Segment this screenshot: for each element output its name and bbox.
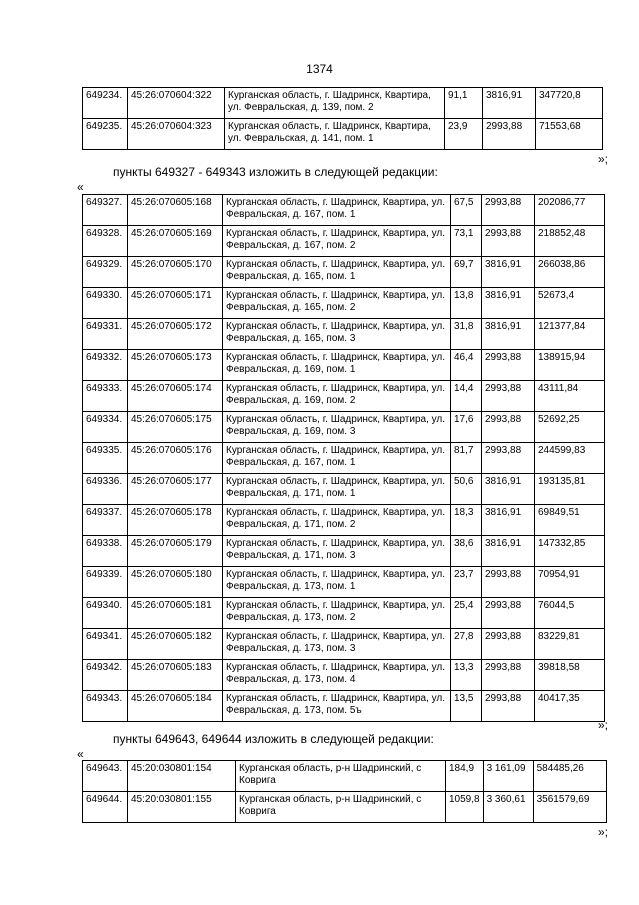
unit-price-cell: 3816,91 bbox=[482, 319, 535, 350]
registry-table-2 bbox=[82, 194, 605, 722]
total-value-cell: 76044,5 bbox=[535, 598, 605, 629]
amendment-paragraph-2: пункты 649643, 649644 изложить в следующей редакции: bbox=[113, 732, 434, 746]
address-cell: Курганская область, г. Шадринск, Квартира, ул. Февральская, д. 139, пом. 2 bbox=[225, 88, 445, 119]
table-row bbox=[83, 319, 605, 350]
row-number-cell: 649343. bbox=[83, 691, 128, 722]
total-value-cell: 584485,26 bbox=[533, 761, 606, 792]
row-number-cell: 649330. bbox=[83, 288, 128, 319]
cadastral-number-cell: 45:26:070605:170 bbox=[128, 257, 223, 288]
opening-quote-2: « bbox=[77, 747, 84, 761]
table-row bbox=[83, 598, 605, 629]
cadastral-number-cell: 45:26:070605:178 bbox=[128, 505, 223, 536]
row-number-cell: 649341. bbox=[83, 629, 128, 660]
row-number-cell: 649337. bbox=[83, 505, 128, 536]
cadastral-number-cell: 45:26:070605:182 bbox=[128, 629, 223, 660]
unit-price-cell: 3816,91 bbox=[482, 474, 535, 505]
unit-price-cell: 2993,88 bbox=[482, 381, 535, 412]
cadastral-number-cell: 45:26:070605:172 bbox=[128, 319, 223, 350]
row-number-cell: 649339. bbox=[83, 567, 128, 598]
total-value-cell: 70954,91 bbox=[535, 567, 605, 598]
cadastral-number-cell: 45:26:070605:177 bbox=[128, 474, 223, 505]
address-cell: Курганская область, г. Шадринск, Квартира, ул. Февральская, д. 165, пом. 3 bbox=[223, 319, 451, 350]
area-cell: 13,8 bbox=[451, 288, 482, 319]
cadastral-number-cell: 45:26:070605:173 bbox=[128, 350, 223, 381]
cadastral-number-cell: 45:26:070605:179 bbox=[128, 536, 223, 567]
cadastral-number-cell: 45:26:070605:183 bbox=[128, 660, 223, 691]
total-value-cell: 43111,84 bbox=[535, 381, 605, 412]
closing-quote-2: »; bbox=[597, 718, 608, 732]
area-cell: 17,6 bbox=[451, 412, 482, 443]
total-value-cell: 266038,86 bbox=[535, 257, 605, 288]
unit-price-cell: 3816,91 bbox=[482, 288, 535, 319]
unit-price-cell: 3816,91 bbox=[483, 88, 536, 119]
total-value-cell: 202086,77 bbox=[535, 195, 605, 226]
table-row bbox=[83, 660, 605, 691]
total-value-cell: 3561579,69 bbox=[533, 792, 606, 823]
total-value-cell: 347720,8 bbox=[536, 88, 603, 119]
table-row bbox=[83, 792, 607, 823]
cadastral-number-cell: 45:26:070605:184 bbox=[128, 691, 223, 722]
cadastral-number-cell: 45:26:070605:174 bbox=[128, 381, 223, 412]
row-number-cell: 649333. bbox=[83, 381, 128, 412]
area-cell: 91,1 bbox=[445, 88, 483, 119]
registry-table-1-body bbox=[83, 88, 603, 150]
area-cell: 1059,8 bbox=[446, 792, 484, 823]
table-row bbox=[83, 412, 605, 443]
cadastral-number-cell: 45:26:070604:323 bbox=[128, 119, 225, 150]
row-number-cell: 649329. bbox=[83, 257, 128, 288]
table-row bbox=[83, 381, 605, 412]
unit-price-cell: 3816,91 bbox=[482, 505, 535, 536]
area-cell: 81,7 bbox=[451, 443, 482, 474]
registry-table-1 bbox=[82, 87, 603, 150]
address-cell: Курганская область, г. Шадринск, Квартира, ул. Февральская, д. 173, пом. 4 bbox=[223, 660, 451, 691]
cadastral-number-cell: 45:26:070604:322 bbox=[128, 88, 225, 119]
table-row bbox=[83, 88, 603, 119]
address-cell: Курганская область, г. Шадринск, Квартира, ул. Февральская, д. 169, пом. 1 bbox=[223, 350, 451, 381]
unit-price-cell: 2993,88 bbox=[482, 691, 535, 722]
unit-price-cell: 2993,88 bbox=[482, 629, 535, 660]
total-value-cell: 40417,35 bbox=[535, 691, 605, 722]
cadastral-number-cell: 45:20:030801:155 bbox=[128, 792, 236, 823]
area-cell: 14,4 bbox=[451, 381, 482, 412]
total-value-cell: 193135,81 bbox=[535, 474, 605, 505]
row-number-cell: 649331. bbox=[83, 319, 128, 350]
total-value-cell: 147332,85 bbox=[535, 536, 605, 567]
amendment-paragraph-1: пункты 649327 - 649343 изложить в следующей редакции: bbox=[113, 165, 438, 179]
address-cell: Курганская область, г. Шадринск, Квартира, ул. Февральская, д. 141, пом. 1 bbox=[225, 119, 445, 150]
area-cell: 31,8 bbox=[451, 319, 482, 350]
address-cell: Курганская область, р-н Шадринский, с Коврига bbox=[236, 792, 446, 823]
row-number-cell: 649332. bbox=[83, 350, 128, 381]
cadastral-number-cell: 45:26:070605:181 bbox=[128, 598, 223, 629]
area-cell: 23,7 bbox=[451, 567, 482, 598]
cadastral-number-cell: 45:26:070605:171 bbox=[128, 288, 223, 319]
total-value-cell: 138915,94 bbox=[535, 350, 605, 381]
total-value-cell: 121377,84 bbox=[535, 319, 605, 350]
registry-table-2-body bbox=[83, 195, 605, 722]
area-cell: 27,8 bbox=[451, 629, 482, 660]
table-row bbox=[83, 505, 605, 536]
total-value-cell: 83229,81 bbox=[535, 629, 605, 660]
area-cell: 38,6 bbox=[451, 536, 482, 567]
row-number-cell: 649328. bbox=[83, 226, 128, 257]
total-value-cell: 69849,51 bbox=[535, 505, 605, 536]
address-cell: Курганская область, г. Шадринск, Квартира, ул. Февральская, д. 171, пом. 1 bbox=[223, 474, 451, 505]
address-cell: Курганская область, г. Шадринск, Квартира, ул. Февральская, д. 165, пом. 2 bbox=[223, 288, 451, 319]
area-cell: 73,1 bbox=[451, 226, 482, 257]
row-number-cell: 649338. bbox=[83, 536, 128, 567]
table-row bbox=[83, 443, 605, 474]
area-cell: 13,5 bbox=[451, 691, 482, 722]
opening-quote-1: « bbox=[77, 180, 84, 194]
area-cell: 25,4 bbox=[451, 598, 482, 629]
area-cell: 67,5 bbox=[451, 195, 482, 226]
unit-price-cell: 3 360,61 bbox=[483, 792, 533, 823]
unit-price-cell: 2993,88 bbox=[482, 443, 535, 474]
address-cell: Курганская область, г. Шадринск, Квартира, ул. Февральская, д. 169, пом. 2 bbox=[223, 381, 451, 412]
address-cell: Курганская область, г. Шадринск, Квартира, ул. Февральская, д. 165, пом. 1 bbox=[223, 257, 451, 288]
total-value-cell: 52692,25 bbox=[535, 412, 605, 443]
row-number-cell: 649234. bbox=[83, 88, 128, 119]
table-row bbox=[83, 536, 605, 567]
area-cell: 18,3 bbox=[451, 505, 482, 536]
row-number-cell: 649336. bbox=[83, 474, 128, 505]
table-row bbox=[83, 629, 605, 660]
total-value-cell: 39818,58 bbox=[535, 660, 605, 691]
unit-price-cell: 2993,88 bbox=[482, 567, 535, 598]
cadastral-number-cell: 45:26:070605:176 bbox=[128, 443, 223, 474]
area-cell: 13,3 bbox=[451, 660, 482, 691]
registry-table-3-body bbox=[83, 761, 607, 823]
address-cell: Курганская область, г. Шадринск, Квартира, ул. Февральская, д. 169, пом. 3 bbox=[223, 412, 451, 443]
row-number-cell: 649334. bbox=[83, 412, 128, 443]
closing-quote-3: »; bbox=[597, 825, 608, 839]
address-cell: Курганская область, г. Шадринск, Квартира, ул. Февральская, д. 173, пом. 2 bbox=[223, 598, 451, 629]
table-row bbox=[83, 226, 605, 257]
registry-table-3 bbox=[82, 760, 607, 823]
cadastral-number-cell: 45:26:070605:180 bbox=[128, 567, 223, 598]
row-number-cell: 649235. bbox=[83, 119, 128, 150]
address-cell: Курганская область, г. Шадринск, Квартира, ул. Февральская, д. 167, пом. 1 bbox=[223, 443, 451, 474]
row-number-cell: 649643. bbox=[83, 761, 128, 792]
unit-price-cell: 2993,88 bbox=[482, 660, 535, 691]
table-row bbox=[83, 350, 605, 381]
table-row bbox=[83, 474, 605, 505]
row-number-cell: 649342. bbox=[83, 660, 128, 691]
area-cell: 50,6 bbox=[451, 474, 482, 505]
address-cell: Курганская область, г. Шадринск, Квартира, ул. Февральская, д. 173, пом. 1 bbox=[223, 567, 451, 598]
page-number: 1374 bbox=[306, 62, 333, 76]
address-cell: Курганская область, г. Шадринск, Квартира, ул. Февральская, д. 167, пом. 2 bbox=[223, 226, 451, 257]
unit-price-cell: 2993,88 bbox=[482, 412, 535, 443]
unit-price-cell: 2993,88 bbox=[483, 119, 536, 150]
total-value-cell: 71553,68 bbox=[536, 119, 603, 150]
total-value-cell: 218852,48 bbox=[535, 226, 605, 257]
row-number-cell: 649644. bbox=[83, 792, 128, 823]
cadastral-number-cell: 45:26:070605:175 bbox=[128, 412, 223, 443]
area-cell: 69,7 bbox=[451, 257, 482, 288]
cadastral-number-cell: 45:26:070605:169 bbox=[128, 226, 223, 257]
table-row bbox=[83, 195, 605, 226]
address-cell: Курганская область, р-н Шадринский, с Коврига bbox=[236, 761, 446, 792]
unit-price-cell: 2993,88 bbox=[482, 598, 535, 629]
address-cell: Курганская область, г. Шадринск, Квартира, ул. Февральская, д. 171, пом. 3 bbox=[223, 536, 451, 567]
unit-price-cell: 3 161,09 bbox=[483, 761, 533, 792]
address-cell: Курганская область, г. Шадринск, Квартира, ул. Февральская, д. 167, пом. 1 bbox=[223, 195, 451, 226]
unit-price-cell: 3816,91 bbox=[482, 257, 535, 288]
address-cell: Курганская область, г. Шадринск, Квартира, ул. Февральская, д. 173, пом. 3 bbox=[223, 629, 451, 660]
row-number-cell: 649340. bbox=[83, 598, 128, 629]
unit-price-cell: 2993,88 bbox=[482, 226, 535, 257]
address-cell: Курганская область, г. Шадринск, Квартира, ул. Февральская, д. 173, пом. 5ъ bbox=[223, 691, 451, 722]
table-row bbox=[83, 119, 603, 150]
table-row bbox=[83, 257, 605, 288]
total-value-cell: 244599,83 bbox=[535, 443, 605, 474]
cadastral-number-cell: 45:26:070605:168 bbox=[128, 195, 223, 226]
cadastral-number-cell: 45:20:030801:154 bbox=[128, 761, 236, 792]
area-cell: 184,9 bbox=[446, 761, 484, 792]
total-value-cell: 52673,4 bbox=[535, 288, 605, 319]
unit-price-cell: 2993,88 bbox=[482, 195, 535, 226]
row-number-cell: 649327. bbox=[83, 195, 128, 226]
unit-price-cell: 2993,88 bbox=[482, 350, 535, 381]
unit-price-cell: 3816,91 bbox=[482, 536, 535, 567]
table-row bbox=[83, 691, 605, 722]
row-number-cell: 649335. bbox=[83, 443, 128, 474]
area-cell: 46,4 bbox=[451, 350, 482, 381]
closing-quote-1: »; bbox=[597, 152, 608, 166]
table-row bbox=[83, 761, 607, 792]
table-row bbox=[83, 288, 605, 319]
table-row bbox=[83, 567, 605, 598]
address-cell: Курганская область, г. Шадринск, Квартира, ул. Февральская, д. 171, пом. 2 bbox=[223, 505, 451, 536]
area-cell: 23,9 bbox=[445, 119, 483, 150]
